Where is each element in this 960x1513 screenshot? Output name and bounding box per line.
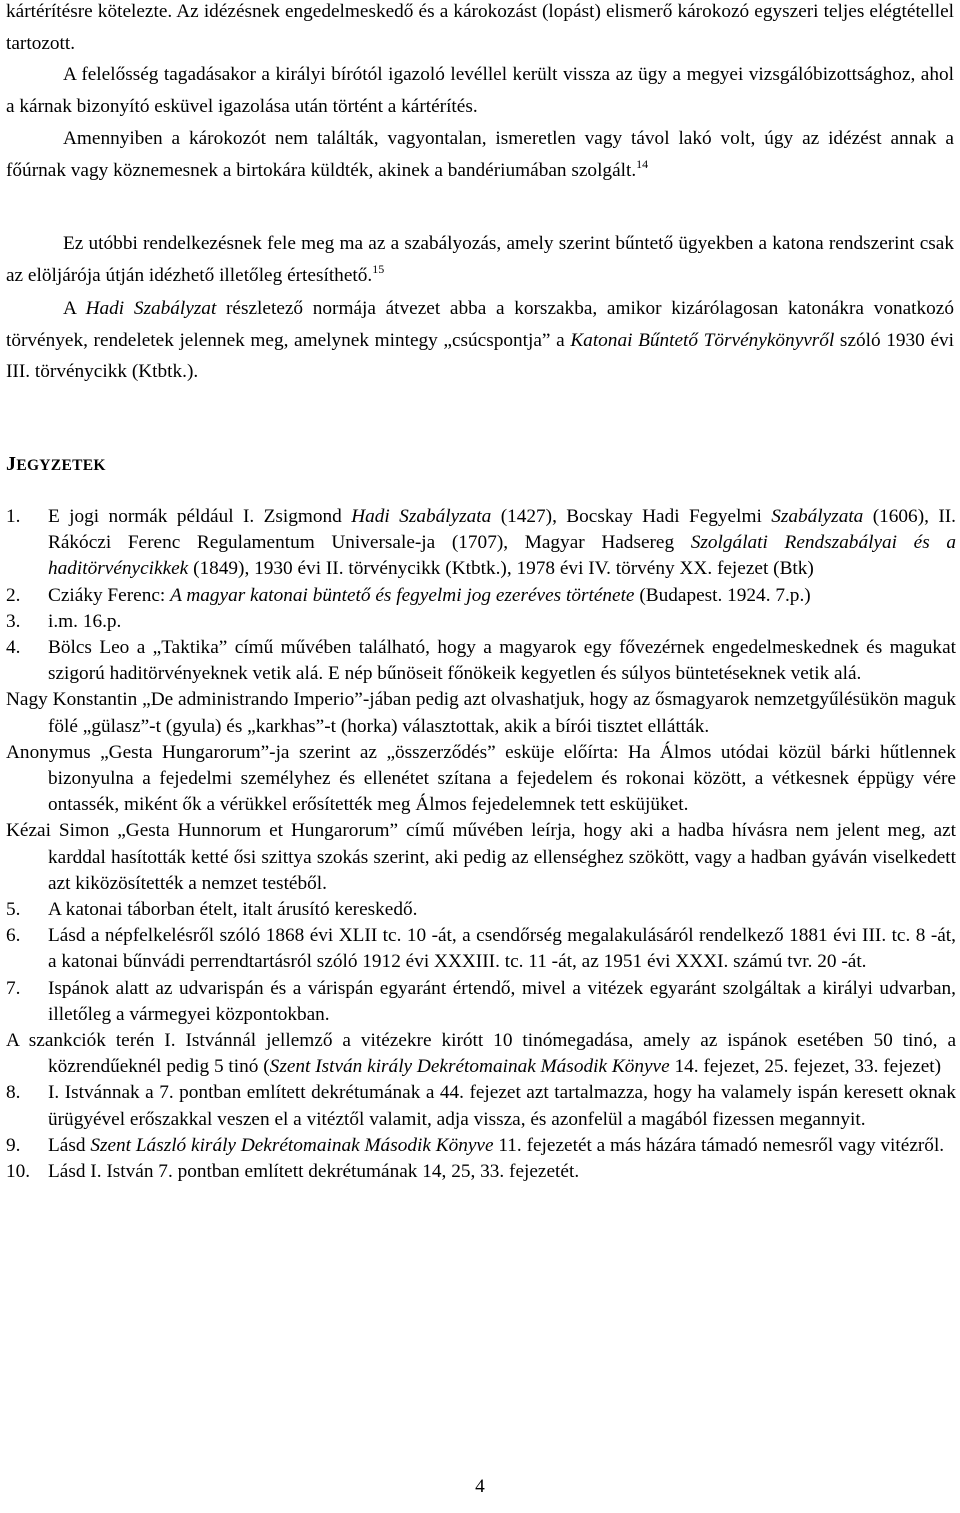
footnote-ref-15: 15 [372, 261, 385, 276]
paragraph-liability: A felelősség tagadásakor a királyi bírótól igazoló levéllel került vissza az ügy a megyei vizsgálóbizottsághoz, ahol a kárnak bizonyító esküvel igazolása után történt a kártérítés. [6, 64, 954, 117]
note-8: 8. I. Istvánnak a 7. pontban említett dekrétumának a 44. fejezet azt tartalmazza, hogy ha valamely ispán keresett oknak ürügyével erőszakkal veszen el a vitéztől valamit, adja vissza, és azonfelül a magából fizessen megannyit. [6, 1082, 956, 1130]
note-9: 9. Lásd Szent László király Dekrétomainak Második Könyve 11. fejezetét a más házára támadó nemesről vagy vitézről. [6, 1134, 945, 1156]
note-2: 2. Cziáky Ferenc: A magyar katonai büntető és fegyelmi jog ezeréves története (Budapest. 1924. 7.p.) [6, 584, 811, 606]
paragraph-current-rule: Ez utóbbi rendelkezésnek fele meg ma az a szabályozás, amely szerint bűntető ügyekben a katona rendszerint csak az elöljárója útján idézhető illetőleg értesíthető.$^{15}$ [6, 233, 954, 286]
paragraph-unknown-offender: Amennyiben a károkozót nem találták, vagyontalan, ismeretlen vagy távol lakó volt, úgy az idézést annak a főúrnak vagy köznemesnek a birtokára küldték, akinek a bandériumában szolgált.$^{14}$ [6, 128, 954, 181]
note-10: 10. Lásd I. István 7. pontban említett dekrétumának 14, 25, 33. fejezetét. [6, 1161, 580, 1183]
notes-list [6, 504, 956, 1185]
note-4-anonymus: Anonymus „Gesta Hungarorum”-ja szerint az „összerződés” esküje előírta: Ha Álmos utódai közül bárki hűtlennek bizonyulna a fejedelmi személyhez és ellenétet szítana a fejedelem és rokonai között, a vétkesnek éppügy vére ontassék, miként ők a vérükkel erősítették meg Álmos fejedelemnek tett esküjüket. [6, 741, 956, 816]
footnote-ref-14: 14 [636, 156, 649, 171]
note-4-kezai-simon: Kézai Simon „Gesta Hunnorum et Hungarorum” című művében leírja, hogy aki a hadba hívásra nem jelent meg, azt karddal hasították ketté ősi szittya szokás szerint, aki pedig az ellenséghez szökött, vagy a hadban gyáván viselkedett azt kiközösítették a nemzet testéből. [6, 820, 956, 894]
note-7-szankciok: A szankciók terén I. Istvánnál jellemző a vitézekre kirótt 10 tinómegadása, amely az ispánok esetében 50 tinó, a közrendűeknél pedig 5 tinó (Szent István király Dekrétomainak Második Könyve 14. fejezet, 25. fejezet, 33. fejezet) [6, 1030, 956, 1078]
page-number: 4 [475, 1476, 485, 1497]
section-heading-jegyzetek: JEGYZETEK [6, 453, 106, 475]
paragraph-hadi-szabalyzat: A Hadi Szabályzat részletező normája átvezet abba a korszakba, amikor kizárólagosan katonákra vonatkozó törvények, rendeletek jelennek meg, amelynek mintegy „csúcspontja” a Katonai Bűntető Törvénykönyvről szóló 1930 évi III. törvénycikk (Ktbtk.). [6, 298, 955, 383]
note-4-nagy-konstantin: Nagy Konstantin „De administrando Imperio”-jában pedig azt olvashatjuk, hogy az ősmagyarok nemzetgyűlésükön maguk fölé „gülasz”-t (gyula) és „karkhas”-t (horka) választottak, akik a bírói tisztet ellátták. [6, 689, 956, 737]
paragraph-continuation: kártérítésre kötelezte. Az idézésnek engedelmeskedő és a károkozást (lopást) elismerő károkozó egyszeri teljes elégtétellel tartozott. [6, 1, 954, 54]
note-4: 4. Bölcs Leo a „Taktika” című művében található, hogy a magyarok egy fővezérnek engedelmeskednek és magukat szigorú haditörvényeknek vetik alá. E nép bűnöseit főnökeik kegyetlen és súlyos büntetéseknek vetik alá. [6, 637, 956, 685]
note-5: 5. A katonai táborban ételt, italt árusító kereskedő. [6, 899, 418, 921]
note-7: 7. Ispánok alatt az udvarispán és a várispán egyaránt értendő, mivel a vitézek egyaránt szolgáltak a királyi udvarban, illetőleg a vármegyei központokban. [6, 977, 956, 1025]
note-1: 1. E jogi normák például I. Zsigmond Hadi Szabályzata (1427), Bocskay Hadi Fegyelmi Szabályzata (1606), II. Rákóczi Ferenc Regulamentum Universale-ja (1707), Magyar Hadsereg Szolgálati Rendszabályai és a haditörvénycikkek (1849), 1930 évi II. törvénycikk (Ktbtk.), 1978 évi IV. törvény XX. fejezet (Btk) [6, 506, 956, 580]
note-3: 3. i.m. 16.p. [6, 610, 122, 632]
note-6: 6. Lásd a népfelkelésről szóló 1868 évi XLII tc. 10 -át, a csendőrség megalakulásáról rendelkező 1881 évi III. tc. 8 -át, a katonai bűnvádi perrendtartásról szóló 1912 évi XXXIII. tc. 11 -át, az 1951 évi XXXI. számú tvr. 20 -át. [6, 925, 956, 973]
